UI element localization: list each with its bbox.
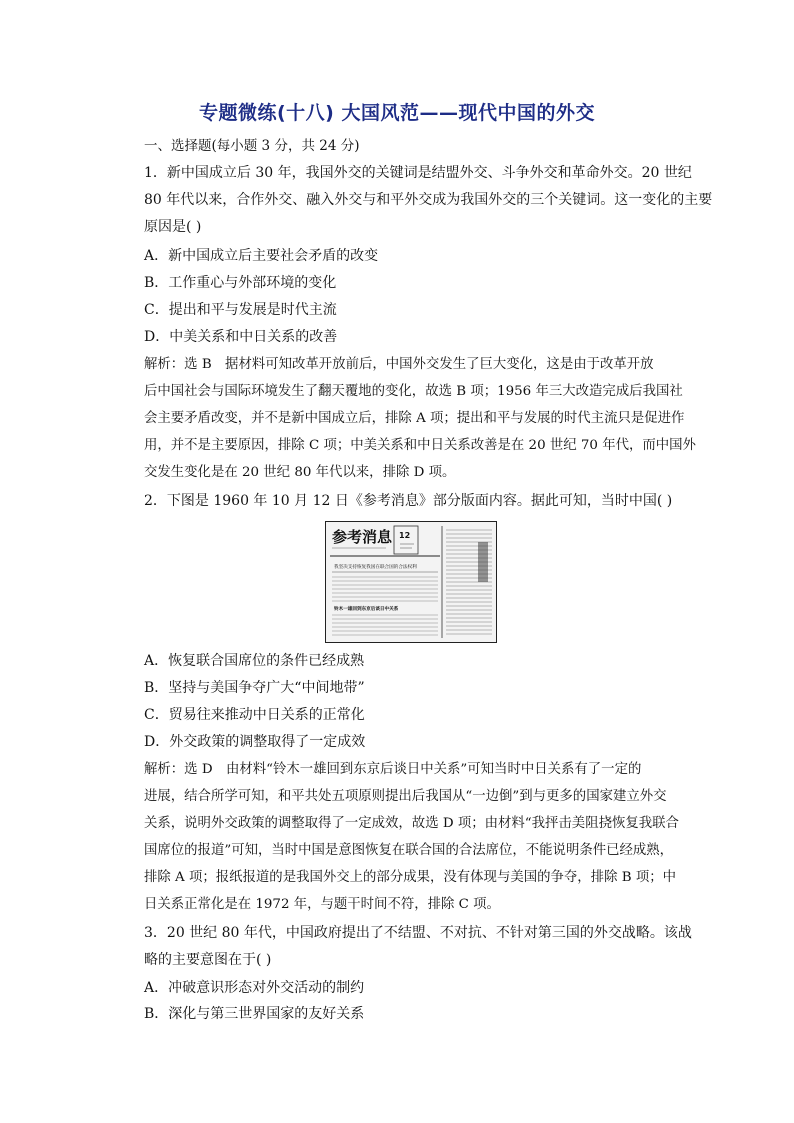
question-3-option-b: B．深化与第三世界国家的友好关系 <box>144 1006 365 1022</box>
question-1-analysis-line-5: 交发生变化是在 20 世纪 80 年代以来，排除 D 项。 <box>144 465 456 480</box>
newspaper-illustration <box>326 522 496 642</box>
question-1-analysis-line-3: 会主要矛盾改变，并不是新中国成立后，排除 A 项；提出和平与发展的时代主流只是促进作 <box>144 411 685 426</box>
question-1-option-d: D．中美关系和中日关系的改善 <box>144 329 338 345</box>
newspaper-headline-2: 铃木一雄回到东京后谈日中关系 <box>334 607 399 612</box>
question-2-option-d: D．外交政策的调整取得了一定成效 <box>144 734 366 750</box>
question-3-stem-line-2: 略的主要意图在于( ) <box>144 952 272 968</box>
newspaper-headline-1: 我坚决支持恢复我国在联合国的合法权利 <box>334 565 417 570</box>
question-2-analysis-line-3: 关系，说明外交政策的调整取得了一定成效，故选 D 项；由材料“我抨击美阻挠恢复我联合 <box>144 816 679 831</box>
question-2-analysis-line-2: 进展，结合所学可知，和平共处五项原则提出后我国从“一边倒”到与更多的国家建立外交 <box>144 789 667 804</box>
question-1-analysis-line-1: 解析：选 B 据材料可知改革开放前后，中国外交发生了巨大变化，这是由于改革开放 <box>144 357 654 372</box>
section-heading: 一、选择题(每小题 3 分，共 24 分) <box>144 138 360 154</box>
question-2-option-b: B．坚持与美国争夺广大“中间地带” <box>144 680 365 696</box>
question-2-analysis-line-1: 解析：选 D 由材料“铃木一雄回到东京后谈日中关系”可知当时中日关系有了一定的 <box>144 762 642 777</box>
question-1-analysis-line-2: 后中国社会与国际环境发生了翻天覆地的变化，故选 B 项；1956 年三大改造完成后我国社 <box>144 384 683 399</box>
newspaper-clipping-image <box>325 521 497 643</box>
question-1-stem-line-1: 1．新中国成立后 30 年，我国外交的关键词是结盟外交、斗争外交和革命外交。20 世纪 <box>144 165 692 181</box>
question-3-option-a: A．冲破意识形态对外交活动的制约 <box>144 980 365 996</box>
question-3-stem-line-1: 3．20 世纪 80 年代，中国政府提出了不结盟、不对抗、不针对第三国的外交战略。该战 <box>144 925 692 941</box>
question-2-stem-line-1: 2．下图是 1960 年 10 月 12 日《参考消息》部分版面内容。据此可知，当时中国( ) <box>144 493 673 509</box>
question-2-analysis-line-6: 日关系正常化是在 1972 年，与题干时间不符，排除 C 项。 <box>144 897 500 912</box>
question-2-analysis-line-5: 排除 A 项；报纸报道的是我国外交上的部分成果，没有体现与美国的争夺，排除 B 项；中 <box>144 870 676 885</box>
question-2-analysis-line-4: 国席位的报道”可知，当时中国是意图恢复在联合国的合法席位，不能说明条件已经成熟， <box>144 843 674 858</box>
question-1-stem-line-3: 原因是( ) <box>144 219 202 235</box>
question-1-option-c: C．提出和平与发展是时代主流 <box>144 302 337 318</box>
newspaper-issue-number: 12 <box>399 531 411 540</box>
question-1-analysis-line-4: 用，并不是主要原因，排除 C 项；中美关系和中日关系改善是在 20 世纪 70 年代，而中国外 <box>144 438 696 453</box>
question-1-stem-line-2: 80 年代以来，合作外交、融入外交与和平外交成为我国外交的三个关键词。这一变化的主要 <box>144 192 713 208</box>
question-2-option-c: C．贸易往来推动中日关系的正常化 <box>144 707 365 723</box>
question-1-option-a: A．新中国成立后主要社会矛盾的改变 <box>144 248 379 264</box>
question-1-option-b: B．工作重心与外部环境的变化 <box>144 275 337 291</box>
page-title: 专题微练(十八) 大国风范——现代中国的外交 <box>199 102 595 124</box>
question-2-option-a: A．恢复联合国席位的条件已经成熟 <box>144 653 365 669</box>
newspaper-masthead: 参考消息 <box>332 528 393 546</box>
